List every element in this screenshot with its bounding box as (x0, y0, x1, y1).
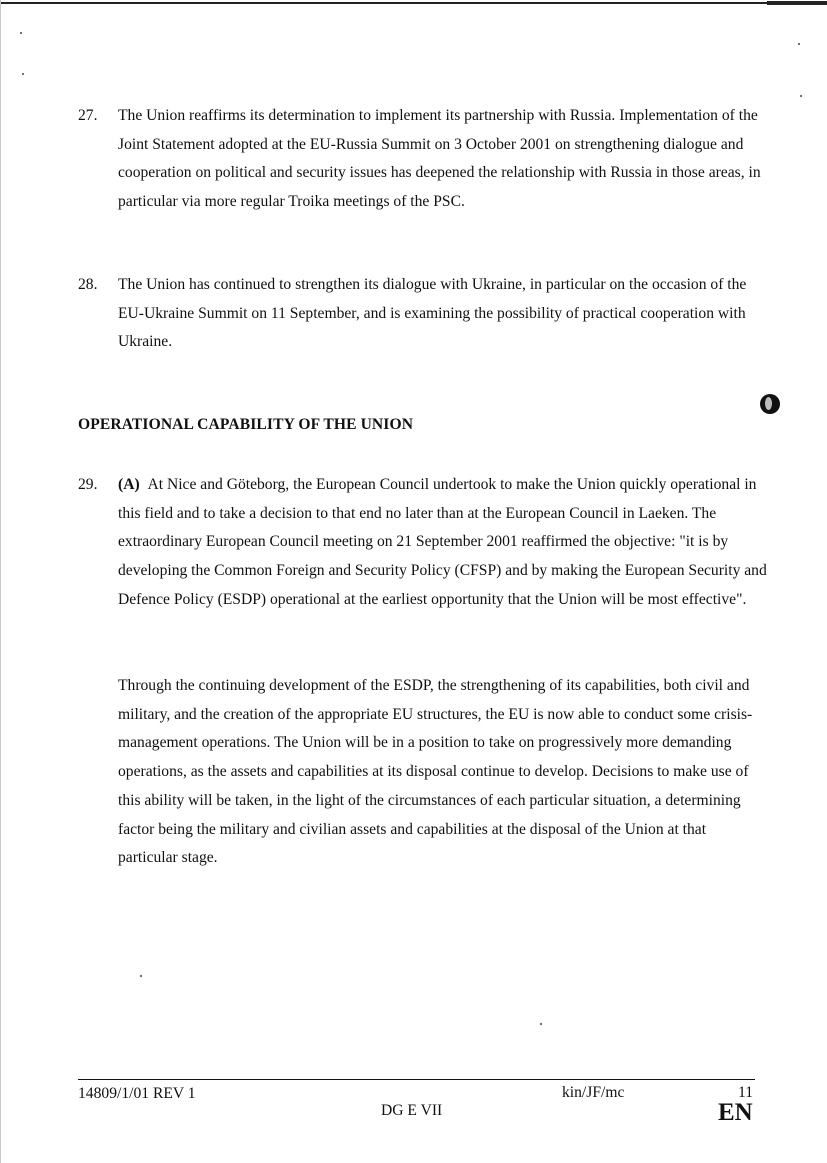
paragraph-number: 28. (78, 276, 98, 293)
punch-hole-mark (760, 394, 780, 414)
footer-language-code: EN (718, 1099, 753, 1126)
scan-speck (20, 32, 22, 34)
paragraph-number: 29. (78, 476, 98, 493)
paragraph-text: The Union reaffirms its determination to implement its partnership with Russia. Implementation of the Joint Statement adopted at the EU-Russia Summit on 3 October 2001 on strengthening dialogue and cooperation on political and security issues has deepened the relationship with Russia in those areas, in particular via more regular Troika meetings of the PSC. (118, 107, 761, 211)
paragraph-28 (78, 271, 768, 357)
paragraph-label: (A) (118, 476, 140, 493)
paragraph-number: 27. (78, 107, 98, 124)
paragraph-text: Through the continuing development of the ESDP, the strengthening of its capabilities, both civil and military, and the creation of the appropriate EU structures, the EU is now able to conduct some crisis-management operations. The Union will be in a position to take on progressively more demanding operations, as the assets and capabilities at its disposal continue to develop. Decisions to make use of this ability will be taken, in the light of the circumstances of each particular situation, a determining factor being the military and civilian assets and capabilities at the disposal of the Union at that particular stage. (118, 677, 753, 867)
scan-speck (140, 975, 142, 977)
footer-directorate: DG E VII (381, 1102, 443, 1119)
paragraph-29 (78, 471, 768, 615)
footer-page-number: 11 (738, 1084, 754, 1101)
footer-initials: kin/JF/mc (562, 1084, 625, 1101)
top-scan-edge (0, 2, 827, 4)
paragraph-29-continuation (78, 672, 768, 873)
paragraph-text (118, 471, 768, 615)
paragraph-text: The Union has continued to strengthen its dialogue with Ukraine, in particular on the occasion of the EU-Ukraine Summit on 11 September, and is examining the possibility of practical cooperation with Ukraine. (118, 276, 747, 351)
left-scan-edge (0, 0, 1, 1163)
paragraph-body: At Nice and Göteborg, the European Council undertook to make the Union quickly operational in this field and to take a decision to that end no later than at the European Council in Laeken. The extraordinary European Council meeting on 21 September 2001 reaffirmed the objective: "it is by developing the Common Foreign and Security Policy (CFSP) and by making the European Security and Defence Policy (ESDP) operational at the earliest opportunity that the Union will be most effective". (118, 476, 767, 608)
footer-document-ref: 14809/1/01 REV 1 (78, 1085, 196, 1102)
paragraph-27 (78, 102, 768, 217)
top-scan-edge-thick (767, 1, 827, 5)
footer-rule (78, 1079, 755, 1080)
section-heading: OPERATIONAL CAPABILITY OF THE UNION (78, 416, 414, 433)
scan-speck (540, 1023, 542, 1025)
scan-speck (800, 95, 802, 97)
scan-speck (798, 43, 800, 45)
scan-speck (22, 73, 24, 75)
